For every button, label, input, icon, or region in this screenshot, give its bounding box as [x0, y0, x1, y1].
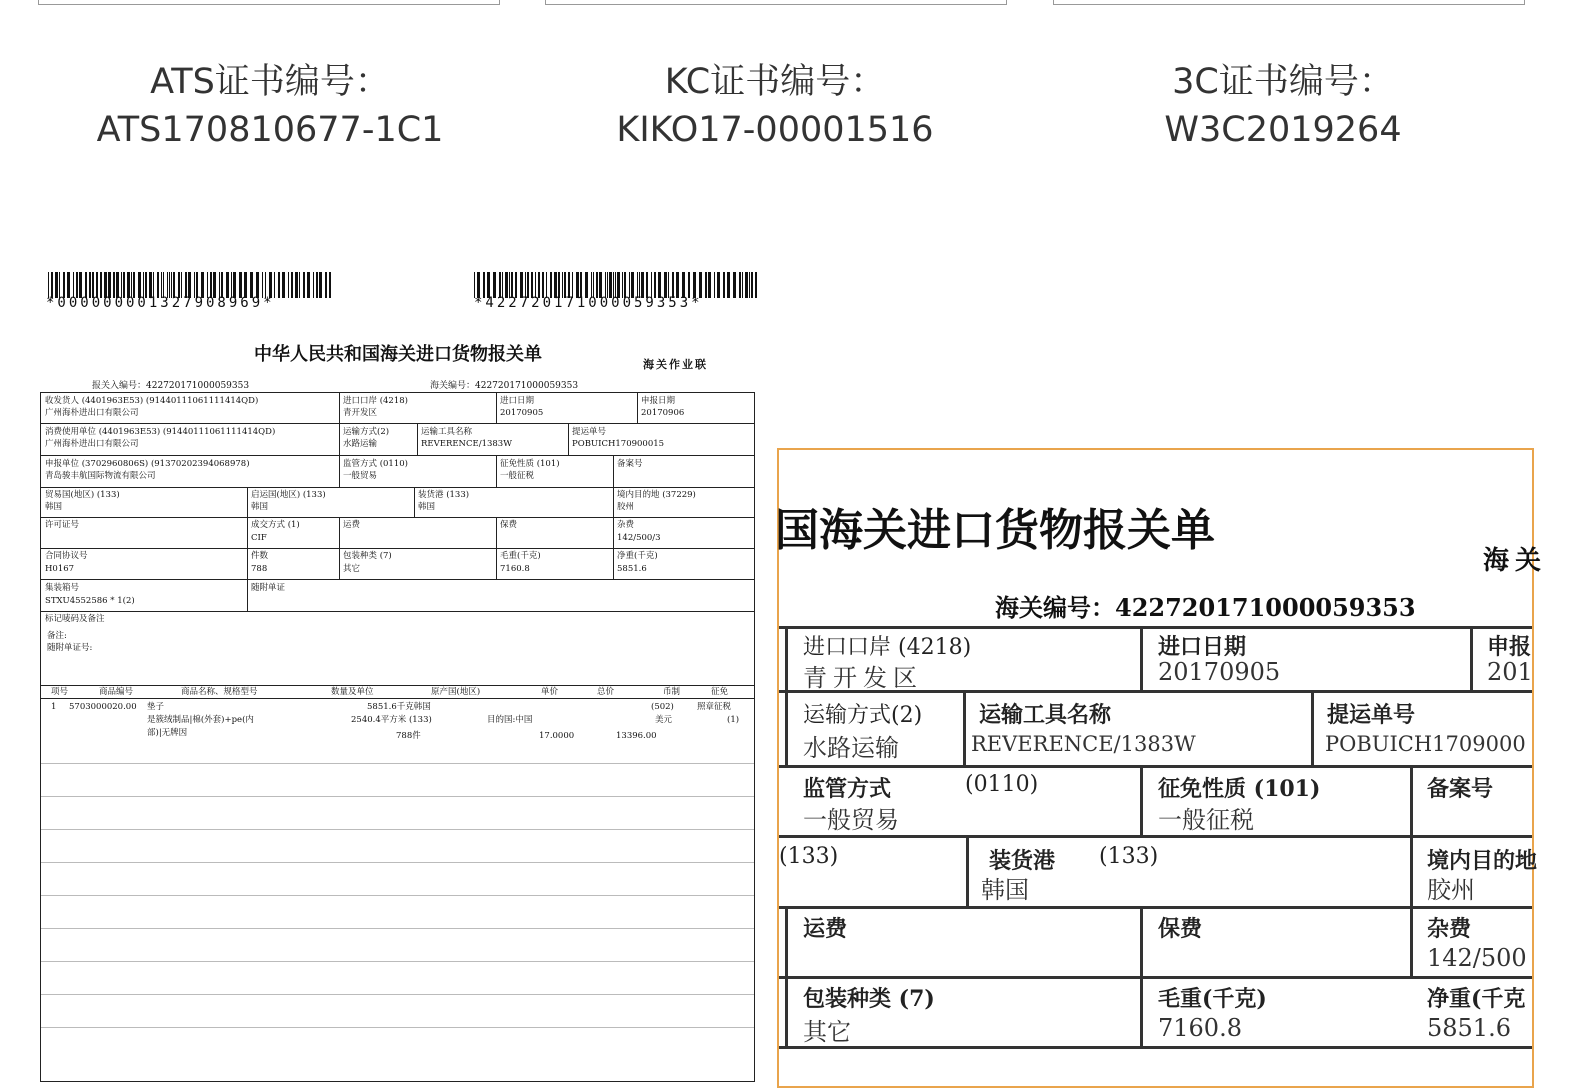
grid-line [496, 455, 497, 487]
remarks-line-1: 备注: [47, 631, 67, 641]
agent-label: 申报单位 (3702960806S) (91370202394068978) [45, 459, 250, 469]
zoom-loading-port-label: 装货港 [989, 848, 1056, 874]
barcode-bar [295, 272, 298, 298]
loading-port-label: 装货港 (133) [418, 490, 470, 500]
3c-certificate-value: W3C2019264 [1164, 110, 1402, 150]
zoom-destination-label: 境内目的地 [1427, 848, 1538, 874]
grid-line [613, 455, 614, 487]
barcode-left-text: *000000001327908969* [46, 295, 275, 311]
grid-line [41, 611, 754, 612]
ruled-line [41, 796, 754, 797]
barcode-bar [307, 272, 310, 298]
barcode-bar [727, 272, 730, 298]
contract-label: 合同协议号 [45, 551, 88, 561]
barcode-bar [329, 272, 331, 298]
grid-line [414, 487, 415, 517]
destination-value: 胶州 [617, 502, 635, 512]
marks-label: 标记唛码及备注 [45, 614, 105, 624]
trade-country-label: 贸易国(地区) (133) [45, 490, 120, 500]
gross-weight-label: 毛重(千克) [500, 551, 541, 561]
form-copy-label: 海关作业联 [643, 358, 708, 371]
grid-line [339, 517, 340, 579]
goods-header-origin: 原产国(地区) [431, 687, 481, 697]
import-date-value: 20170905 [500, 408, 544, 418]
kc-certificate-label: KC证书编号： [664, 62, 886, 102]
supervision-label: 监管方式 (0110) [343, 459, 408, 469]
goods-unit-price: 17.0000 [539, 731, 575, 741]
3c-certificate-label: 3C证书编号： [1172, 62, 1394, 102]
ruled-line [41, 862, 754, 863]
zoom-supervision-label: 监管方式 [803, 776, 892, 802]
zoom-vessel-value: REVERENCE/1383W [971, 732, 1196, 756]
ruled-line [41, 928, 754, 929]
ruled-line [41, 895, 754, 896]
barcode-bar [708, 272, 711, 298]
contract-value: H0167 [45, 564, 75, 574]
consignee-value: 广州海朴进出口有限公司 [45, 408, 139, 418]
customs-declaration-form [40, 392, 755, 1082]
goods-spec-2: 部)|无牌因 [147, 728, 188, 738]
zoom-net-weight-value: 5851.6 [1427, 1014, 1511, 1042]
trade-country-value: 韩国 [45, 502, 63, 512]
transport-label: 运输方式(2) [343, 427, 390, 437]
origin-country-value: 韩国 [251, 502, 269, 512]
zoom-declare-date-value: 201 [1487, 658, 1533, 686]
barcode-bar [714, 272, 715, 298]
goods-levy-code: (1) [727, 715, 740, 725]
misc-value: 142/500/3 [617, 533, 661, 543]
zoom-bill-label: 提运单号 [1327, 702, 1416, 728]
freight-label: 运费 [343, 520, 361, 530]
goods-total: 13396.00 [616, 731, 657, 741]
loading-port-value: 韩国 [418, 502, 436, 512]
consignee-label: 收发货人 (4401963E53) (91440111061111414QD) [45, 396, 259, 406]
grid-line [41, 685, 754, 686]
goods-header-name: 商品名称、规格型号 [181, 687, 258, 697]
zoom-grid-line [1410, 765, 1413, 978]
grid-line [247, 487, 248, 611]
goods-spec-1: 是簇绒制品|棉(外套)+pe(内 [147, 715, 254, 725]
zoom-declare-date-label: 申报 [1487, 634, 1532, 660]
zoom-customs-number: 海关编号：422720171000059353 [995, 593, 1416, 622]
bill-value: POBUICH170900015 [572, 439, 665, 449]
package-value: 其它 [343, 564, 361, 574]
goods-currency-code: (502) [651, 702, 674, 712]
pieces-value: 788 [251, 564, 268, 574]
origin-country-label: 启运国(地区) (133) [251, 490, 326, 500]
zoom-grid-line [779, 835, 1532, 838]
ruled-line [41, 994, 754, 995]
zoom-grid-line [779, 906, 1532, 909]
record-label: 备案号 [617, 459, 643, 469]
zoom-copy-label: 海关 [1483, 546, 1548, 576]
levy-value: 一般征税 [500, 471, 535, 481]
zoom-supervision-value: 一般贸易 [803, 806, 899, 834]
goods-currency: 美元 [655, 715, 673, 725]
zoom-record-label: 备案号 [1427, 776, 1494, 802]
grid-line [339, 393, 340, 455]
agent-value: 青岛骏丰航国际物流有限公司 [45, 471, 156, 481]
ruled-line [41, 829, 754, 830]
zoom-loading-port-value: 韩国 [981, 876, 1029, 904]
zoom-vessel-label: 运输工具名称 [979, 702, 1112, 728]
barcode-bar [739, 272, 741, 298]
misc-label: 杂费 [617, 520, 635, 530]
zoom-package-value: 其它 [803, 1018, 851, 1046]
zoom-grid-line [779, 765, 1532, 768]
grid-line [41, 487, 754, 488]
grid-line [41, 423, 754, 424]
goods-destination: 目的国:中国 [487, 715, 533, 725]
declare-date-label: 申报日期 [641, 396, 676, 406]
goods-header-item: 项号 [51, 687, 69, 697]
goods-name: 垫子 [147, 702, 165, 712]
ats-certificate [40, 58, 500, 154]
barcode-bar [299, 272, 300, 298]
goods-qty-2: 2540.4平方米 (133) [351, 715, 432, 725]
ruled-line [41, 763, 754, 764]
ruled-line [41, 961, 754, 962]
grid-line [41, 455, 754, 456]
license-label: 许可证号 [45, 520, 80, 530]
zoom-bill-value: POBUICH1709000 [1325, 732, 1526, 756]
zoom-origin-code: (133) [779, 844, 839, 869]
kc-certificate [545, 58, 1005, 154]
grid-line [41, 517, 754, 518]
levy-label: 征免性质 (101) [500, 459, 560, 469]
barcode-bar [319, 272, 322, 298]
grid-line [41, 548, 754, 549]
zoom-levy-label: 征免性质 (101) [1158, 776, 1321, 802]
import-port-label: 进口口岸 (4218) [343, 396, 408, 406]
barcode-bar [705, 272, 707, 298]
barcode-bar [742, 272, 743, 298]
declare-date-value: 20170906 [641, 408, 685, 418]
zoom-grid-line [785, 906, 788, 1048]
zoomed-detail-panel [775, 448, 1548, 1088]
kc-certificate-value: KIKO17-00001516 [616, 110, 934, 150]
goods-header-code: 商品编号 [99, 687, 134, 697]
grid-line [496, 393, 497, 424]
zoom-gross-weight-label: 毛重(千克) [1158, 986, 1267, 1012]
customs-number: 海关编号：422720171000059353 [430, 381, 579, 391]
barcode-bar [749, 272, 750, 298]
barcode-bar [751, 272, 753, 298]
consumer-value: 广州海朴进出口有限公司 [45, 439, 139, 449]
barcode-bar [316, 272, 318, 298]
zoom-grid-line [779, 976, 1532, 979]
zoom-port-label: 进口口岸 (4218) [803, 635, 972, 660]
zoom-grid-line [963, 690, 966, 767]
goods-item-no: 1 [51, 702, 57, 712]
goods-qty-1: 5851.6千克韩国 [367, 702, 431, 712]
zoom-transport-label: 运输方式(2) [803, 703, 923, 728]
zoom-grid-line [966, 835, 969, 908]
container-label: 集装箱号 [45, 583, 80, 593]
bill-label: 提运单号 [572, 427, 607, 437]
grid-line [417, 423, 418, 455]
barcode-bar [733, 272, 736, 298]
goods-code: 5703000020.00 [69, 702, 137, 712]
zoom-grid-line [1140, 906, 1143, 1048]
destination-label: 境内目的地 (37229) [617, 490, 696, 500]
barcode-bar [723, 272, 725, 298]
goods-header-currency: 币制 [663, 687, 681, 697]
barcode-bar [288, 272, 289, 298]
zoom-supervision-code: (0110) [965, 772, 1039, 797]
barcode-bar [291, 272, 293, 298]
zoom-loading-port-code: (133) [1099, 844, 1159, 869]
3c-certificate [1053, 58, 1513, 154]
ats-certificate-value: ATS170810677-1C1 [96, 110, 444, 150]
zoom-grid-line [779, 1046, 1532, 1049]
zoom-insurance-label: 保费 [1158, 916, 1203, 942]
top-image-frame-middle [545, 0, 1007, 5]
zoom-import-date-value: 20170905 [1158, 658, 1281, 686]
net-weight-label: 净重(千克) [617, 551, 658, 561]
zoom-transport-value: 水路运输 [803, 734, 899, 762]
insurance-label: 保费 [500, 520, 518, 530]
goods-qty-3: 788件 [396, 731, 421, 741]
vessel-label: 运输工具名称 [421, 427, 473, 437]
barcode-bar [313, 272, 314, 298]
ruled-line [41, 1027, 754, 1028]
barcode-bar [282, 272, 285, 298]
zoom-gross-weight-value: 7160.8 [1158, 1014, 1242, 1042]
zoom-freight-label: 运费 [803, 916, 848, 942]
zoom-misc-label: 杂费 [1427, 916, 1472, 942]
vessel-value: REVERENCE/1383W [421, 439, 512, 449]
supervision-value: 一般贸易 [343, 471, 378, 481]
barcode-right-text: *422720171000059353* [474, 295, 703, 311]
barcode-bar [325, 272, 327, 298]
barcode-bar [278, 272, 280, 298]
zoom-grid-line [785, 626, 788, 766]
zoom-package-label: 包装种类 (7) [803, 986, 935, 1012]
barcode-bar [745, 272, 748, 298]
grid-line [637, 393, 638, 424]
zoom-grid-line [1470, 626, 1473, 692]
form-title: 中华人民共和国海关进口货物报关单 [254, 344, 542, 365]
goods-header-unit-price: 单价 [541, 687, 559, 697]
net-weight-value: 5851.6 [617, 564, 647, 574]
container-value: STXU4552586 * 1(2) [45, 596, 135, 606]
gross-weight-value: 7160.8 [500, 564, 530, 574]
pieces-label: 件数 [251, 551, 269, 561]
barcode-bar [755, 272, 757, 298]
package-label: 包装种类 (7) [343, 551, 392, 561]
ats-certificate-label: ATS证书编号： [150, 62, 390, 102]
zoom-destination-value: 胶州 [1427, 876, 1475, 904]
deal-label: 成交方式 (1) [251, 520, 300, 530]
grid-line [568, 423, 569, 455]
barcode-bar [717, 272, 720, 298]
zoom-grid-line [1311, 690, 1314, 767]
top-image-frame-right [1053, 0, 1525, 5]
zoom-grid-line [1140, 626, 1143, 692]
consumer-label: 消费使用单位 (4401963E53) (91440111061111414QD) [45, 427, 276, 437]
goods-header-qty: 数量及单位 [331, 687, 374, 697]
import-date-label: 进口日期 [500, 396, 535, 406]
zoom-grid-line [1140, 765, 1143, 837]
zoom-title: 国海关进口货物报关单 [775, 505, 1215, 556]
grid-line [496, 517, 497, 579]
top-image-frame-left [38, 0, 500, 5]
deal-value: CIF [251, 533, 267, 543]
remarks-line-2: 随附单证号: [47, 643, 93, 653]
transport-value: 水路运输 [343, 439, 378, 449]
grid-line [41, 698, 754, 699]
goods-header-levy: 征免 [711, 687, 729, 697]
grid-line [41, 579, 754, 580]
zoom-net-weight-label: 净重(千克 [1427, 986, 1526, 1012]
documents-label: 随附单证 [251, 583, 286, 593]
goods-levy: 照章征税 [697, 702, 732, 712]
zoom-import-date-label: 进口日期 [1158, 634, 1247, 660]
zoom-levy-value: 一般征税 [1158, 806, 1254, 834]
grid-line [613, 487, 614, 579]
pre-entry-number: 报关入编号：422720171000059353 [92, 381, 250, 391]
zoom-port-value: 青开发区 [803, 664, 923, 692]
goods-header-total: 总价 [597, 687, 615, 697]
zoom-grid-line [779, 626, 1532, 629]
grid-line [339, 455, 340, 487]
barcode-bar [303, 272, 305, 298]
zoom-misc-value: 142/500 [1427, 944, 1527, 972]
import-port-value: 青开发区 [343, 408, 378, 418]
